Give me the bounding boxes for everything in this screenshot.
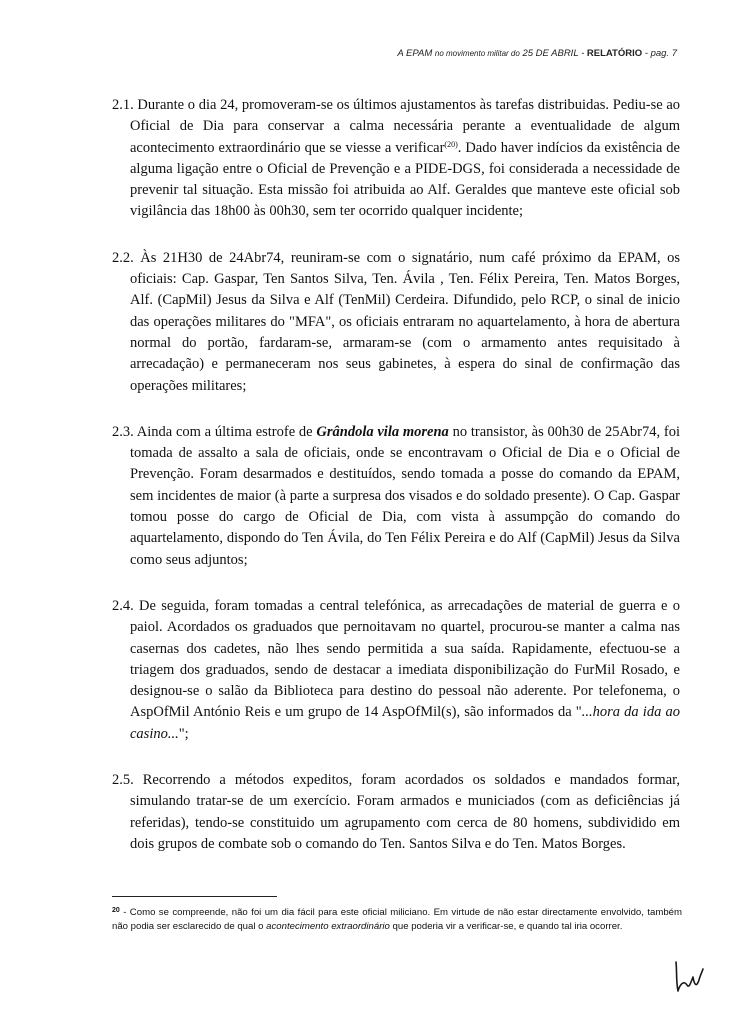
header-context: no movimento militar do xyxy=(434,49,520,58)
paragraph-2-2 xyxy=(112,248,680,397)
paragraph-text: De seguida, foram tomadas a central telefónica, as arrecadações de material de guerra e o paiol. Acordados os graduados que pernoitavam no quartel, procurou-se manter a calma nas casernas dos cadetes, não lhes sendo permitida a sua saída. Rapidamente, efectuou-se a triagem dos graduados, sendo de destacar a imediata disponibilização do FurMil Rosado, e designou-se o salão da Biblioteca para destino do pessoal não aderente. Por telefonema, o AspOfMil António Reis e um grupo de 14 AspOfMil(s), são informados da " xyxy=(130,597,681,721)
paragraph-text: Às 21H30 de 24Abr74, reuniram-se com o signatário, num café próximo da EPAM, os oficiais: Cap. Gaspar, Ten Santos Silva, Ten. Ávila , Ten. Félix Pereira, Ten. Matos Borges, Alf. (CapMil) Jesus da Silva e Alf (TenMil) Cerdeira. Difundido, pelo RCP, o sinal de inicio das operações militares do "MFA", os oficiais entraram no aquartelamento, à hora de abertura normal do portão, fardaram-se, armaram-se (com o armamento antes requisitado à arrecadação) e permaneceram nos seus gabinetes, à espera do sinal de confirmação das operações militares; xyxy=(130,249,681,394)
paragraph-number: 2.4. xyxy=(112,597,134,614)
footnote-emphasis: acontecimento extraordinário xyxy=(266,920,390,932)
footnote-text: que poderia vir a verificar-se, e quando tal iria ocorrer. xyxy=(389,920,623,932)
paragraph-text: Ainda com a última estrofe de xyxy=(136,423,317,440)
paragraph-number: 2.2. xyxy=(112,249,134,266)
header-sep: - xyxy=(578,48,587,59)
handwritten-initials-icon xyxy=(668,958,708,998)
report-body xyxy=(112,95,680,880)
footnote-number: 20 xyxy=(112,907,120,914)
song-title: Grândola vila morena xyxy=(316,423,449,440)
paragraph-number: 2.5. xyxy=(112,772,134,789)
paragraph-text: "; xyxy=(178,725,189,742)
header-doc: RELATÓRIO xyxy=(586,48,643,59)
page-header xyxy=(397,48,677,59)
paragraph-2-4 xyxy=(112,596,680,745)
paragraph-number: 2.3. xyxy=(112,423,134,440)
header-date: 25 DE ABRIL xyxy=(522,48,579,59)
quote-text: ...hora da ida ao casino... xyxy=(130,704,680,742)
footnote xyxy=(112,906,682,933)
paragraph-number: 2.1. xyxy=(112,97,134,113)
paragraph-text: Durante o dia 24, promoveram-se os últimos ajustamentos às tarefas distribuidas. Pediu-se ao Oficial de Dia para conservar a calma necessária perante a eventualidade de algum acontecimento extraordinário que se viesse a verificar xyxy=(130,97,680,156)
paragraph-text: . Dado haver indícios da existência de alguma ligação entre o Oficial de Prevenção e a PIDE-DGS, foi considerada a necessidade de prevenir tal situação. Esta missão foi atribuida ao Alf. Geraldes que manteve este oficial sob vigilância das 18h00 às 00h30, sem ter ocorrido qualquer incidente; xyxy=(130,139,680,220)
footnote-ref: (20) xyxy=(444,139,458,149)
paragraph-text: no transistor, às 00h30 de 25Abr74, foi tomada de assalto a sala de oficiais, onde se encontravam o Oficial de Dia e o Oficial de Prevenção. Foram desarmados e destituídos, sendo tomada a posse do comando da EPAM, sem incidentes de maior (à parte a surpresa dos visados e do soldado presente). O Cap. Gaspar tomou posse do cargo de Oficial de Dia, com vista à assumpção do comando do aquartelamento, dispondo do Ten Ávila, do Ten Félix Pereira e do Alf (CapMil) Jesus da Silva como seus adjuntos; xyxy=(130,423,681,568)
paragraph-2-3 xyxy=(112,422,680,571)
paragraph-2-5 xyxy=(112,770,680,855)
header-page: - pag. 7 xyxy=(642,48,677,59)
paragraph-2-1 xyxy=(112,95,680,223)
footnote-divider xyxy=(112,896,277,897)
initials-drawing xyxy=(668,958,708,998)
header-org: A EPAM xyxy=(397,48,433,59)
paragraph-text: Recorrendo a métodos expeditos, foram acordados os soldados e mandados formar, simulando tratar-se de um exercício. Foram armados e municiados (com as deficiências já referidas), tendo-se constituido um agrupamento com cerca de 80 homens, subdividido em dois grupos de combate sob o comando do Ten. Santos Silva e do Ten. Matos Borges. xyxy=(130,772,681,852)
footnote-text: - Como se compreende, não foi um dia fácil para este oficial miliciano. Em virtude de não estar directamente envolvido, também não podia ser esclarecido de qual o xyxy=(112,907,682,932)
